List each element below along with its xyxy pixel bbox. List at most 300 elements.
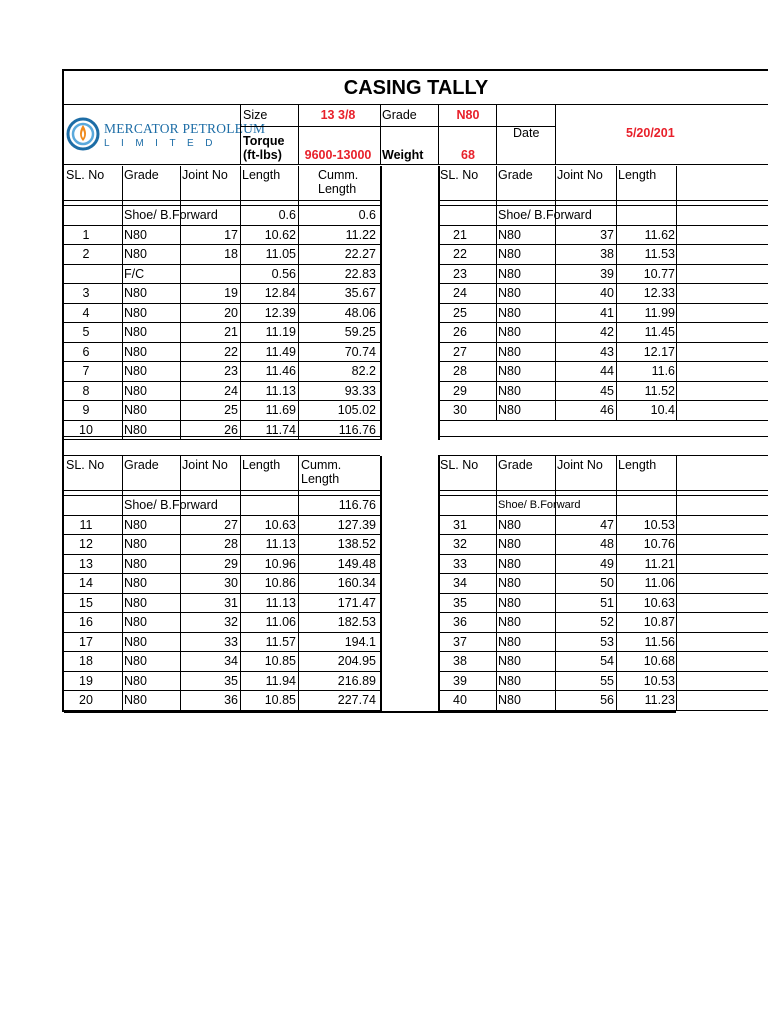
grid-hline bbox=[438, 200, 768, 201]
row-grade: N80 bbox=[498, 537, 521, 552]
row-grade: N80 bbox=[124, 383, 147, 398]
grid-hline bbox=[64, 200, 380, 201]
row-sl-no: 14 bbox=[79, 576, 93, 591]
row-cumm-length: 194.1 bbox=[344, 634, 376, 649]
row-grade: N80 bbox=[498, 364, 521, 379]
row-joint-no: 29 bbox=[224, 556, 238, 571]
grid-vline bbox=[62, 69, 64, 712]
grid-hline bbox=[438, 711, 676, 713]
row-joint-no: 43 bbox=[600, 344, 614, 359]
row-cumm-length: 93.33 bbox=[344, 383, 376, 398]
grid-vline bbox=[240, 166, 241, 440]
grid-hline bbox=[438, 651, 768, 652]
grid-hline bbox=[62, 69, 768, 71]
row-grade: N80 bbox=[124, 595, 147, 610]
grid-hline bbox=[64, 381, 380, 382]
grid-hline bbox=[438, 322, 768, 323]
row-sl-no: 19 bbox=[79, 673, 93, 688]
col-header-length: Length bbox=[242, 168, 281, 182]
grid-vline bbox=[496, 104, 497, 164]
row-sl-no: 25 bbox=[453, 305, 467, 320]
row-cumm-length: 22.27 bbox=[344, 247, 376, 262]
row-length: 11.05 bbox=[265, 247, 296, 262]
grid-hline bbox=[438, 515, 768, 516]
grid-hline bbox=[64, 264, 380, 265]
row-joint-no: 53 bbox=[600, 634, 614, 649]
row-joint-no: 39 bbox=[600, 266, 614, 281]
row-joint-no: 40 bbox=[600, 286, 614, 301]
grid-hline bbox=[64, 593, 380, 594]
grid-hline bbox=[64, 490, 380, 491]
grid-hline bbox=[64, 711, 380, 713]
row-joint-no: 27 bbox=[224, 518, 238, 532]
grid-vline bbox=[298, 456, 299, 711]
grid-vline bbox=[616, 456, 617, 711]
row-length: 11.56 bbox=[644, 634, 675, 649]
grid-hline bbox=[438, 534, 768, 535]
grid-hline bbox=[64, 244, 380, 245]
grid-vline bbox=[122, 166, 123, 440]
row-joint-no: 45 bbox=[600, 383, 614, 398]
row-cumm-length: 82.2 bbox=[351, 364, 376, 379]
row-grade: N80 bbox=[498, 693, 521, 708]
grid-hline bbox=[438, 436, 768, 437]
row-length: 11.06 bbox=[265, 615, 296, 630]
row-length: 11.13 bbox=[265, 595, 296, 610]
row-cumm-length: 138.52 bbox=[337, 537, 376, 552]
row-cumm-length: 11.22 bbox=[345, 228, 376, 242]
grid-vline bbox=[438, 456, 440, 711]
row-length: 10.96 bbox=[264, 556, 296, 571]
col-header-grade: Grade bbox=[498, 458, 533, 472]
row-grade: N80 bbox=[124, 673, 147, 688]
grid-hline bbox=[64, 225, 380, 226]
row-grade: N80 bbox=[498, 228, 521, 242]
shoe-forward-label: Shoe/ B.Forward bbox=[124, 498, 218, 512]
row-cumm-length: 35.67 bbox=[344, 286, 376, 301]
row-length: 11.46 bbox=[265, 364, 296, 379]
row-joint-no: 31 bbox=[224, 595, 238, 610]
row-cumm-length: 227.74 bbox=[337, 693, 376, 708]
row-length: 0.56 bbox=[271, 266, 296, 281]
row-grade: N80 bbox=[498, 634, 521, 649]
weight-label: Weight bbox=[382, 148, 424, 162]
row-joint-no: 56 bbox=[600, 693, 614, 708]
row-sl-no: 39 bbox=[453, 673, 467, 688]
company-logo-emblem-icon bbox=[66, 108, 100, 160]
shoe-length: 0.6 bbox=[278, 208, 296, 222]
row-grade: N80 bbox=[124, 422, 147, 437]
row-sl-no: 30 bbox=[453, 403, 467, 418]
grid-vline bbox=[676, 456, 677, 711]
col-header-joint: Joint No bbox=[557, 458, 603, 472]
row-joint-no: 42 bbox=[600, 325, 614, 340]
grid-hline bbox=[438, 632, 768, 633]
grid-hline bbox=[438, 671, 768, 672]
row-grade: N80 bbox=[498, 615, 521, 630]
row-cumm-length: 70.74 bbox=[344, 344, 376, 359]
col-header-cumm-line1: Cumm. bbox=[318, 168, 359, 182]
col-header-grade: Grade bbox=[124, 458, 159, 472]
row-sl-no: 38 bbox=[453, 654, 467, 669]
title-area bbox=[64, 70, 768, 104]
grid-hline bbox=[64, 361, 380, 362]
row-sl-no: 40 bbox=[453, 693, 467, 708]
grid-vline bbox=[555, 166, 556, 421]
row-grade: N80 bbox=[124, 518, 147, 532]
row-cumm-length: 22.83 bbox=[344, 266, 376, 281]
row-cumm-length: 204.95 bbox=[337, 654, 376, 669]
row-joint-no: 38 bbox=[600, 247, 614, 262]
page-title: CASING TALLY bbox=[343, 77, 489, 99]
row-grade: N80 bbox=[124, 228, 147, 242]
row-joint-no: 22 bbox=[224, 344, 238, 359]
row-length: 11.52 bbox=[644, 383, 675, 398]
row-length: 11.69 bbox=[265, 403, 296, 418]
row-length: 10.86 bbox=[264, 576, 296, 591]
row-length: 11.6 bbox=[651, 364, 675, 379]
grid-hline bbox=[64, 436, 380, 437]
row-joint-no: 19 bbox=[224, 286, 238, 301]
grade-value: N80 bbox=[456, 108, 480, 122]
row-sl-no: 9 bbox=[82, 403, 90, 418]
col-header-sl: SL. No bbox=[66, 168, 105, 182]
col-header-sl: SL. No bbox=[440, 458, 479, 472]
col-header-cumm-line2: Length bbox=[318, 182, 357, 196]
row-length: 11.13 bbox=[265, 383, 296, 398]
row-grade: N80 bbox=[124, 403, 147, 418]
row-joint-no: 48 bbox=[600, 537, 614, 552]
row-sl-no: 3 bbox=[82, 286, 90, 301]
row-sl-no: 29 bbox=[453, 383, 467, 398]
row-length: 10.4 bbox=[650, 403, 675, 418]
row-length: 11.94 bbox=[265, 673, 296, 688]
grid-hline bbox=[438, 381, 768, 382]
row-sl-no: 7 bbox=[82, 364, 90, 379]
grid-hline bbox=[438, 342, 768, 343]
row-sl-no: 16 bbox=[79, 615, 93, 630]
row-length: 10.85 bbox=[264, 654, 296, 669]
row-length: 11.19 bbox=[265, 325, 296, 340]
row-sl-no: 11 bbox=[79, 518, 93, 532]
col-header-cumm-line1: Cumm. bbox=[301, 458, 342, 472]
row-joint-no: 28 bbox=[224, 537, 238, 552]
grid-vline bbox=[555, 456, 556, 711]
row-joint-no: 47 bbox=[600, 518, 614, 532]
grid-hline bbox=[64, 534, 380, 535]
col-header-grade: Grade bbox=[124, 168, 159, 182]
row-length: 11.06 bbox=[644, 576, 675, 591]
row-joint-no: 46 bbox=[600, 403, 614, 418]
grid-vline bbox=[616, 166, 617, 421]
grid-hline bbox=[64, 495, 380, 496]
size-value: 13 3/8 bbox=[320, 108, 356, 122]
row-sl-no: 20 bbox=[79, 693, 93, 708]
torque-label bbox=[243, 134, 284, 162]
row-sl-no: 17 bbox=[79, 634, 93, 649]
grid-hline bbox=[64, 573, 380, 574]
row-sl-no: 33 bbox=[453, 556, 467, 571]
row-grade: N80 bbox=[124, 344, 147, 359]
row-length: 10.68 bbox=[643, 654, 675, 669]
row-joint-no: 25 bbox=[224, 403, 238, 418]
row-sl-no: 2 bbox=[82, 247, 90, 262]
row-grade: N80 bbox=[124, 654, 147, 669]
date-value: 5/20/201 bbox=[626, 126, 675, 140]
row-joint-no: 41 bbox=[600, 305, 614, 320]
row-grade: N80 bbox=[498, 556, 521, 571]
grid-hline bbox=[438, 495, 768, 496]
row-joint-no: 18 bbox=[224, 247, 238, 262]
grid-hline bbox=[64, 420, 380, 421]
row-grade: N80 bbox=[124, 634, 147, 649]
row-length: 10.63 bbox=[264, 518, 296, 532]
row-cumm-length: 116.76 bbox=[338, 422, 376, 437]
row-cumm-length: 182.53 bbox=[337, 615, 376, 630]
row-length: 11.74 bbox=[265, 422, 296, 437]
row-length: 10.63 bbox=[643, 595, 675, 610]
row-cumm-length: 59.25 bbox=[344, 325, 376, 340]
grid-hline bbox=[64, 515, 380, 516]
grid-hline bbox=[438, 690, 768, 691]
row-sl-no: 6 bbox=[82, 344, 90, 359]
row-length: 11.13 bbox=[265, 537, 296, 552]
col-header-cumm-line2: Length bbox=[301, 472, 340, 486]
grid-hline bbox=[438, 490, 768, 491]
grid-vline bbox=[180, 166, 181, 440]
row-joint-no: 23 bbox=[224, 364, 238, 379]
row-grade: N80 bbox=[498, 344, 521, 359]
col-header-sl: SL. No bbox=[66, 458, 105, 472]
row-joint-no: 32 bbox=[224, 615, 238, 630]
grid-hline bbox=[64, 322, 380, 323]
row-length: 11.49 bbox=[265, 344, 296, 359]
shoe-cumm-length: 116.76 bbox=[338, 498, 376, 512]
row-length: 10.85 bbox=[264, 693, 296, 708]
company-subtitle: LIMITED bbox=[104, 138, 224, 149]
row-length: 10.77 bbox=[643, 266, 675, 281]
row-length: 12.17 bbox=[643, 344, 675, 359]
row-grade: N80 bbox=[124, 286, 147, 301]
grid-vline bbox=[240, 104, 241, 164]
grid-hline bbox=[240, 126, 555, 127]
row-sl-no: 5 bbox=[82, 325, 90, 340]
shoe-forward-label: Shoe/ B.Forward bbox=[498, 208, 592, 222]
row-sl-no: 10 bbox=[79, 422, 93, 437]
row-length: 11.53 bbox=[644, 247, 675, 262]
row-joint-no: 51 bbox=[600, 595, 614, 610]
row-joint-no: 26 bbox=[224, 422, 238, 437]
grid-hline bbox=[64, 632, 380, 633]
grid-hline bbox=[64, 400, 380, 401]
row-joint-no: 30 bbox=[224, 576, 238, 591]
col-header-length: Length bbox=[242, 458, 281, 472]
row-grade: N80 bbox=[498, 286, 521, 301]
grade-label: Grade bbox=[382, 108, 417, 122]
row-grade: N80 bbox=[124, 364, 147, 379]
row-grade: N80 bbox=[124, 615, 147, 630]
row-grade: N80 bbox=[498, 654, 521, 669]
grid-vline bbox=[496, 166, 497, 421]
row-sl-no: 36 bbox=[453, 615, 467, 630]
grid-hline bbox=[380, 711, 438, 713]
grid-vline bbox=[380, 166, 382, 440]
grid-hline bbox=[438, 283, 768, 284]
date-label: Date bbox=[513, 126, 540, 140]
row-grade: N80 bbox=[124, 576, 147, 591]
row-sl-no: 35 bbox=[453, 595, 467, 610]
row-grade: N80 bbox=[498, 595, 521, 610]
grid-hline bbox=[438, 361, 768, 362]
row-joint-no: 55 bbox=[600, 673, 614, 688]
grid-vline bbox=[555, 104, 556, 164]
row-sl-no: 27 bbox=[453, 344, 467, 359]
row-joint-no: 24 bbox=[224, 383, 238, 398]
grid-hline bbox=[64, 303, 380, 304]
col-header-length: Length bbox=[618, 168, 657, 182]
grid-vline bbox=[676, 166, 677, 421]
grid-hline bbox=[64, 690, 380, 691]
shoe-forward-label: Shoe/ B.Forward bbox=[498, 499, 581, 511]
row-cumm-length: 216.89 bbox=[337, 673, 376, 688]
grid-hline bbox=[438, 225, 768, 226]
grid-hline bbox=[438, 573, 768, 574]
row-grade: N80 bbox=[498, 518, 521, 532]
grid-hline bbox=[438, 420, 768, 421]
row-length: 11.62 bbox=[644, 228, 675, 242]
row-grade: N80 bbox=[124, 556, 147, 571]
row-length: 11.99 bbox=[644, 305, 675, 320]
grid-hline bbox=[64, 205, 380, 206]
row-grade: N80 bbox=[124, 537, 147, 552]
grid-vline bbox=[122, 456, 123, 711]
row-sl-no: 23 bbox=[453, 266, 467, 281]
size-label: Size bbox=[243, 108, 268, 122]
grid-vline bbox=[180, 456, 181, 711]
grid-vline bbox=[240, 456, 241, 711]
row-sl-no: 8 bbox=[82, 383, 90, 398]
row-sl-no: 34 bbox=[453, 576, 467, 591]
grid-hline bbox=[64, 612, 380, 613]
row-grade: N80 bbox=[498, 247, 521, 262]
col-header-cumm bbox=[301, 458, 341, 486]
row-grade: N80 bbox=[498, 673, 521, 688]
row-sl-no: 26 bbox=[453, 325, 467, 340]
grid-vline bbox=[438, 166, 440, 440]
grid-vline bbox=[496, 456, 497, 711]
weight-value: 68 bbox=[461, 148, 475, 162]
grid-vline bbox=[298, 166, 299, 440]
grid-hline bbox=[62, 164, 768, 165]
grid-hline bbox=[62, 104, 768, 105]
company-name: MERCATOR PETROLEUM bbox=[104, 121, 266, 136]
col-header-length: Length bbox=[618, 458, 657, 472]
row-grade: N80 bbox=[124, 305, 147, 320]
row-sl-no: 18 bbox=[79, 654, 93, 669]
grid-hline bbox=[64, 455, 380, 456]
row-grade: N80 bbox=[498, 383, 521, 398]
grid-hline bbox=[64, 342, 380, 343]
row-sl-no: 22 bbox=[453, 247, 467, 262]
torque-label-line2: (ft-lbs) bbox=[243, 148, 282, 162]
row-length: 11.45 bbox=[644, 325, 675, 340]
row-length: 11.57 bbox=[265, 634, 296, 649]
grid-hline bbox=[438, 455, 768, 456]
row-joint-no: 17 bbox=[224, 228, 238, 242]
row-sl-no: 21 bbox=[453, 228, 467, 242]
row-sl-no: 31 bbox=[453, 518, 467, 532]
row-cumm-length: 171.47 bbox=[337, 595, 376, 610]
row-grade: N80 bbox=[124, 247, 147, 262]
row-length: 10.53 bbox=[643, 673, 675, 688]
row-length: 12.33 bbox=[643, 286, 675, 301]
row-cumm-length: 48.06 bbox=[344, 305, 376, 320]
shoe-forward-label: Shoe/ B.Forward bbox=[124, 208, 218, 222]
torque-value: 9600-13000 bbox=[304, 148, 372, 162]
grid-hline bbox=[438, 593, 768, 594]
grid-hline bbox=[438, 205, 768, 206]
row-length: 12.39 bbox=[264, 305, 296, 320]
row-joint-no: 50 bbox=[600, 576, 614, 591]
row-grade: N80 bbox=[498, 325, 521, 340]
col-header-joint: Joint No bbox=[557, 168, 603, 182]
row-cumm-length: 105.02 bbox=[337, 403, 376, 418]
row-joint-no: 20 bbox=[224, 305, 238, 320]
row-cumm-length: 127.39 bbox=[337, 518, 376, 532]
row-joint-no: 34 bbox=[224, 654, 238, 669]
col-header-joint: Joint No bbox=[182, 458, 228, 472]
row-joint-no: 36 bbox=[224, 693, 238, 708]
row-cumm-length: 160.34 bbox=[337, 576, 376, 591]
row-sl-no: 13 bbox=[79, 556, 93, 571]
col-header-joint: Joint No bbox=[182, 168, 228, 182]
row-grade: N80 bbox=[124, 693, 147, 708]
row-joint-no: 21 bbox=[224, 325, 238, 340]
grid-vline bbox=[298, 104, 299, 164]
row-grade: N80 bbox=[498, 305, 521, 320]
grid-hline bbox=[438, 303, 768, 304]
grid-hline bbox=[64, 439, 380, 440]
row-joint-no: 52 bbox=[600, 615, 614, 630]
row-sl-no: 12 bbox=[79, 537, 93, 552]
row-joint-no: 35 bbox=[224, 673, 238, 688]
row-length: 10.76 bbox=[643, 537, 675, 552]
grid-hline bbox=[438, 244, 768, 245]
row-length: 12.84 bbox=[264, 286, 296, 301]
row-sl-no: 15 bbox=[79, 595, 93, 610]
row-sl-no: 4 bbox=[82, 305, 90, 320]
grid-hline bbox=[438, 554, 768, 555]
row-grade: N80 bbox=[498, 266, 521, 281]
col-header-cumm bbox=[318, 168, 358, 196]
grid-vline bbox=[380, 456, 382, 711]
grid-hline bbox=[64, 671, 380, 672]
row-sl-no: 24 bbox=[453, 286, 467, 301]
row-length: 10.53 bbox=[643, 518, 675, 532]
row-joint-no: 49 bbox=[600, 556, 614, 571]
row-sl-no: 37 bbox=[453, 634, 467, 649]
grid-hline bbox=[64, 283, 380, 284]
grid-hline bbox=[438, 264, 768, 265]
grid-hline bbox=[64, 554, 380, 555]
row-grade: F/C bbox=[124, 266, 145, 281]
row-length: 11.23 bbox=[644, 693, 675, 708]
row-cumm-length: 149.48 bbox=[337, 556, 376, 571]
row-sl-no: 28 bbox=[453, 364, 467, 379]
row-length: 10.62 bbox=[264, 228, 296, 242]
grid-hline bbox=[438, 612, 768, 613]
row-sl-no: 1 bbox=[82, 228, 90, 242]
